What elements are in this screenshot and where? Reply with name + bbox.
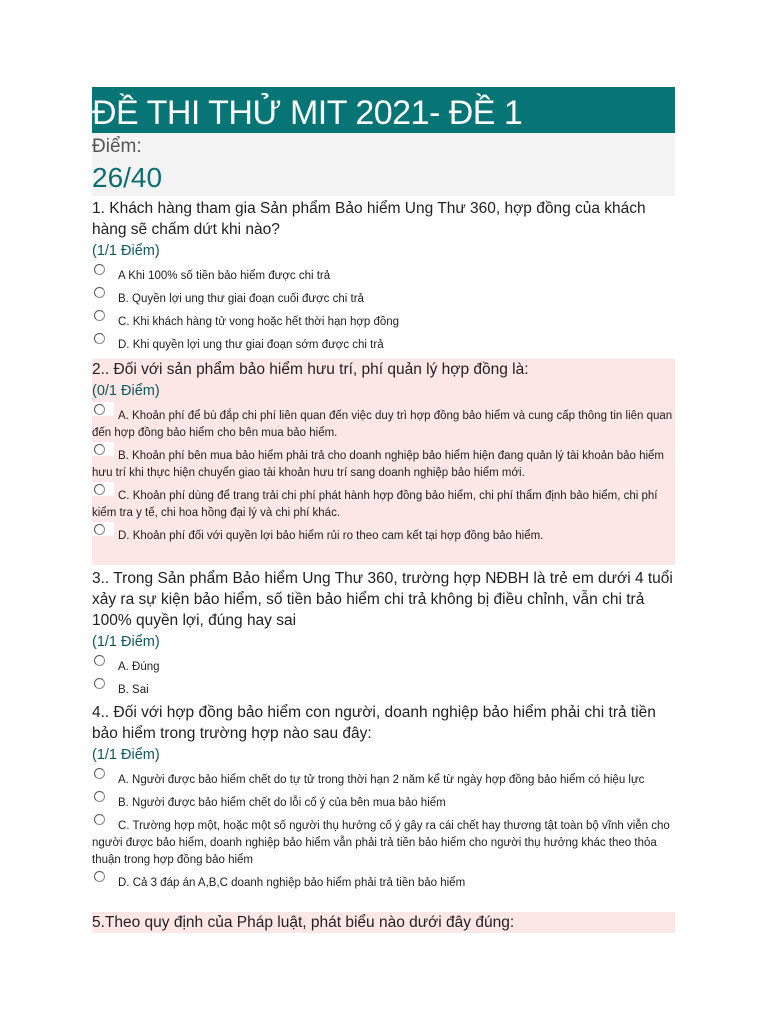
score-label: Điểm:: [92, 136, 142, 157]
answer-option[interactable]: [92, 262, 675, 285]
option-label: A. Người được bảo hiểm chết do tự tử trong thời hạn 2 năm kể từ ngày hợp đồng bảo hiểm có hiệu lực: [118, 774, 645, 786]
radio-button-icon[interactable]: [94, 655, 105, 666]
radio-button-icon[interactable]: [94, 791, 105, 802]
radio-button-icon[interactable]: [94, 444, 105, 455]
question-points: (1/1 Điểm): [92, 747, 160, 763]
answer-option[interactable]: [92, 789, 675, 812]
question-points: (0/1 Điểm): [92, 383, 160, 399]
answer-option[interactable]: [92, 676, 675, 699]
score-value: 26/40: [92, 162, 163, 193]
radio-button-icon[interactable]: [94, 871, 105, 882]
answer-option[interactable]: [92, 653, 675, 676]
option-label: A Khi 100% số tiền bảo hiểm được chi trả: [118, 270, 331, 282]
answer-option[interactable]: [92, 308, 675, 331]
quiz-results-page: [92, 87, 675, 933]
question-4: [92, 702, 675, 912]
answer-option[interactable]: [92, 482, 675, 522]
option-label: D. Khi quyền lợi ung thư giai đoạn sớm được chi trả: [118, 339, 384, 351]
option-label: C. Trường hợp một, hoặc một số người thụ hưởng cố ý gây ra cái chết hay thương tật toàn bộ vĩnh viễn cho người được bảo hiểm, doanh nghiệp bảo hiểm vẫn phải trả tiền bảo hiểm cho người thụ hưởng khác theo thỏa thuận trong hợp đồng bảo hiểm: [92, 820, 670, 866]
question-text: 5.Theo quy định của Pháp luật, phát biểu nào dưới đây đúng:: [92, 914, 515, 931]
answer-option[interactable]: [92, 331, 675, 354]
answer-option[interactable]: [92, 285, 675, 308]
option-label: C. Khi khách hàng tử vong hoặc hết thời hạn hợp đồng: [118, 316, 400, 328]
radio-button-icon[interactable]: [94, 333, 105, 344]
radio-button-icon[interactable]: [94, 287, 105, 298]
question-text: 1. Khách hàng tham gia Sản phẩm Bảo hiểm Ung Thư 360, hợp đồng của khách hàng sẽ chấm dứt khi nào?: [92, 200, 646, 238]
radio-button-icon[interactable]: [94, 404, 105, 415]
question-text: 2.. Đối với sản phẩm bảo hiểm hưu trí, phí quản lý hợp đồng là:: [92, 361, 529, 378]
question-5: [92, 912, 675, 933]
option-label: A. Khoản phí để bù đắp chi phí liên quan đến việc duy trì hợp đồng bảo hiểm và cung cấp thông tin liên quan đến hợp đồng bảo hiểm cho bên mua bảo hiểm.: [92, 410, 673, 439]
option-label: B. Sai: [118, 684, 149, 696]
question-3: [92, 565, 675, 702]
question-text: 4.. Đối với hợp đồng bảo hiểm con người, doanh nghiệp bảo hiểm phải chi trả tiền bảo hiểm trong trường hợp nào sau đây:: [92, 704, 656, 742]
radio-button-icon[interactable]: [94, 484, 105, 495]
radio-button-icon[interactable]: [94, 678, 105, 689]
radio-button-icon[interactable]: [94, 814, 105, 825]
question-text: 3.. Trong Sản phẩm Bảo hiểm Ung Thư 360, trường hợp NĐBH là trẻ em dưới 4 tuổi xảy ra sự kiện bảo hiểm, số tiền bảo hiểm chi trả không bị điều chỉnh, vẫn chi trả 100% quyền lợi, đúng hay sai: [92, 570, 673, 629]
option-label: B. Người được bảo hiểm chết do lỗi cố ý của bên mua bảo hiểm: [118, 797, 446, 809]
option-label: B. Quyền lợi ung thư giai đoạn cuối được chi trả: [118, 293, 364, 305]
question-1: [92, 196, 675, 359]
answer-option[interactable]: [92, 869, 675, 892]
option-label: D. Cả 3 đáp án A,B,C doanh nghiệp bảo hiểm phải trả tiền bảo hiểm: [118, 877, 466, 889]
answer-option[interactable]: [92, 522, 675, 545]
answer-option[interactable]: [92, 766, 675, 789]
radio-button-icon[interactable]: [94, 310, 105, 321]
answer-option[interactable]: [92, 442, 675, 482]
radio-button-icon[interactable]: [94, 768, 105, 779]
page-title: ĐỀ THI THỬ MIT 2021- ĐỀ 1: [92, 87, 675, 133]
question-2: [92, 359, 675, 565]
option-label: B. Khoản phí bên mua bảo hiểm phải trả cho doanh nghiệp bảo hiểm hiện đang quản lý tài khoản bảo hiểm hưu trí khi thực hiện chuyển giao tài khoản hưu trí sang doanh nghiệp bảo hiểm mới.: [92, 450, 665, 479]
option-label: A. Đúng: [118, 661, 160, 673]
question-points: (1/1 Điểm): [92, 243, 160, 259]
question-points: (1/1 Điểm): [92, 634, 160, 650]
option-label: D. Khoản phí đối với quyền lợi bảo hiểm rủi ro theo cam kết tại hợp đồng bảo hiểm.: [118, 530, 544, 542]
radio-button-icon[interactable]: [94, 524, 105, 535]
score-panel: [92, 133, 675, 196]
answer-option[interactable]: [92, 812, 675, 869]
radio-button-icon[interactable]: [94, 264, 105, 275]
option-label: C. Khoản phí dùng để trang trải chi phí phát hành hợp đồng bảo hiểm, chi phí thẩm định bảo hiểm, chi phí kiểm tra y tế, chi hoa hồng đại lý và chi phí khác.: [92, 490, 658, 519]
answer-option[interactable]: [92, 402, 675, 442]
